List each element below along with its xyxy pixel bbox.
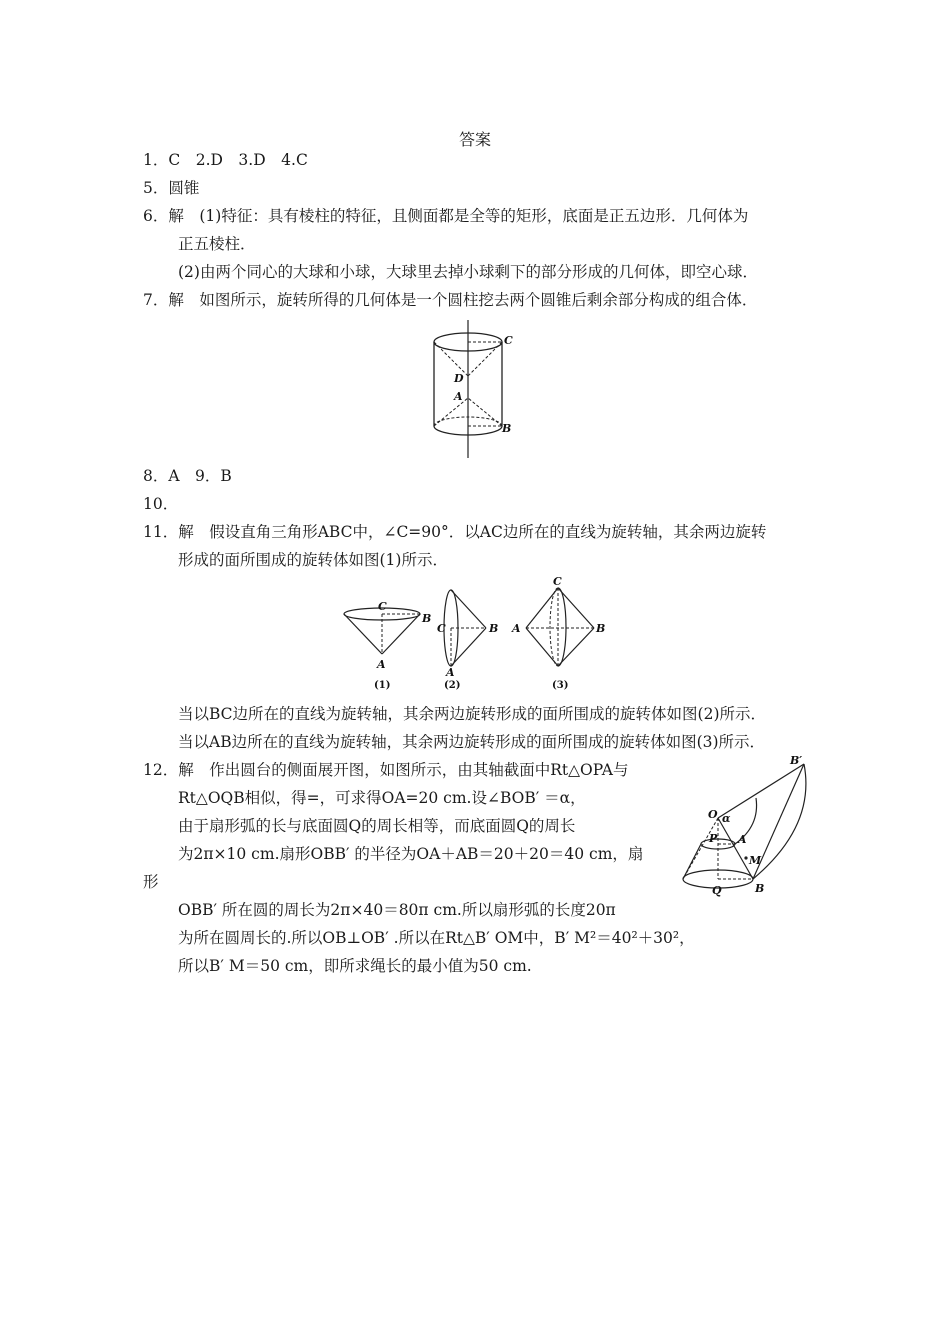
answer-line-6: 6．解 (1)特征：具有棱柱的特征，且侧面都是全等的矩形，底面是正五边形．几何体为 bbox=[143, 207, 749, 225]
answer-line-6-part2: (2)由两个同心的大球和小球，大球里去掉小球剩下的部分形成的几何体，即空心球． bbox=[178, 263, 758, 281]
fig11-caption-3: (3) bbox=[552, 680, 569, 691]
answer-line-12-b: Rt△OQB相似，得=，可求得OA=20 cm.设∠BOB′ ＝α， bbox=[178, 789, 586, 807]
fig11-3-label-a: A bbox=[512, 622, 521, 635]
fig7-label-c: C bbox=[504, 334, 513, 347]
figure-12-frustum bbox=[680, 756, 820, 898]
answer-line-8-9: 8．A 9．B bbox=[143, 467, 232, 485]
fig11-1-label-b: B bbox=[422, 612, 432, 625]
fig11-caption-2: (2) bbox=[444, 680, 461, 691]
answer-line-6-cont: 正五棱柱． bbox=[178, 235, 256, 253]
fig11-2-label-b: B bbox=[489, 622, 499, 635]
fig12-label-p: P bbox=[709, 832, 718, 845]
fig12-label-m: M bbox=[749, 854, 762, 867]
fig11-2-label-c: C bbox=[437, 622, 446, 635]
fig11-3-label-c: C bbox=[553, 576, 562, 588]
answer-line-12-c: 由于扇形弧的长与底面圆Q的周长相等，而底面圆Q的周长 bbox=[178, 817, 576, 835]
answer-line-12-g: 为所在圆周长的.所以OB⊥OB′ .所以在Rt△B′ OM中，B′ M²＝40²＋30²， bbox=[178, 929, 695, 947]
answer-line-11-cont: 形成的面所围成的旋转体如图(1)所示． bbox=[178, 551, 448, 569]
answer-line-11-bc: 当以BC边所在的直线为旋转轴，其余两边旋转形成的面所围成的旋转体如图(2)所示． bbox=[178, 705, 766, 723]
fig12-label-a: A bbox=[738, 833, 747, 846]
answer-line-12-h: 所以B′ M＝50 cm，即所求绳长的最小值为50 cm. bbox=[178, 957, 532, 975]
answer-line-1-4: 1．C 2.D 3.D 4.C bbox=[143, 151, 308, 169]
answer-line-12-d: 为2π×10 cm.扇形OBB′ 的半径为OA＋AB＝20＋20＝40 cm，扇 bbox=[178, 845, 644, 863]
answer-line-5: 5．圆锥 bbox=[143, 179, 200, 197]
fig12-label-b-prime: B′ bbox=[790, 756, 803, 767]
answer-line-11: 11．解 假设直角三角形ABC中，∠C=90°．以AC边所在的直线为旋转轴，其余两边旋转 bbox=[143, 523, 767, 541]
fig11-3-label-b: B bbox=[596, 622, 606, 635]
answer-line-10: 10． bbox=[143, 495, 179, 513]
fig11-1-label-a: A bbox=[377, 658, 386, 671]
answer-line-11-ab: 当以AB边所在的直线为旋转轴，其余两边旋转形成的面所围成的旋转体如图(3)所示． bbox=[178, 733, 766, 751]
fig12-label-b: B bbox=[755, 882, 765, 895]
fig11-1-label-c: C bbox=[378, 600, 387, 613]
fig12-label-q: Q bbox=[712, 884, 722, 897]
fig11-2-label-a: A bbox=[446, 666, 455, 679]
fig11-caption-1: (1) bbox=[374, 680, 391, 691]
fig12-label-alpha: α bbox=[722, 812, 731, 825]
fig7-label-d: D bbox=[454, 372, 464, 385]
answer-line-12-f: OBB′ 所在圆的周长为2π×40＝80π cm.所以扇形弧的长度20π bbox=[178, 901, 616, 919]
answer-line-7: 7．解 如图所示，旋转所得的几何体是一个圆柱挖去两个圆锥后剩余部分构成的组合体． bbox=[143, 291, 758, 309]
answer-line-12: 12．解 作出圆台的侧面展开图，如图所示，由其轴截面中Rt△OPA与 bbox=[143, 761, 629, 779]
fig12-label-o: O bbox=[708, 808, 718, 821]
fig7-label-a: A bbox=[454, 390, 463, 403]
figure-11-solids bbox=[340, 576, 620, 694]
figure-7-cylinder bbox=[420, 318, 530, 460]
page-title: 答案 bbox=[458, 130, 491, 149]
answer-line-12-e: 形 bbox=[143, 873, 159, 891]
fig7-label-b: B bbox=[502, 422, 512, 435]
